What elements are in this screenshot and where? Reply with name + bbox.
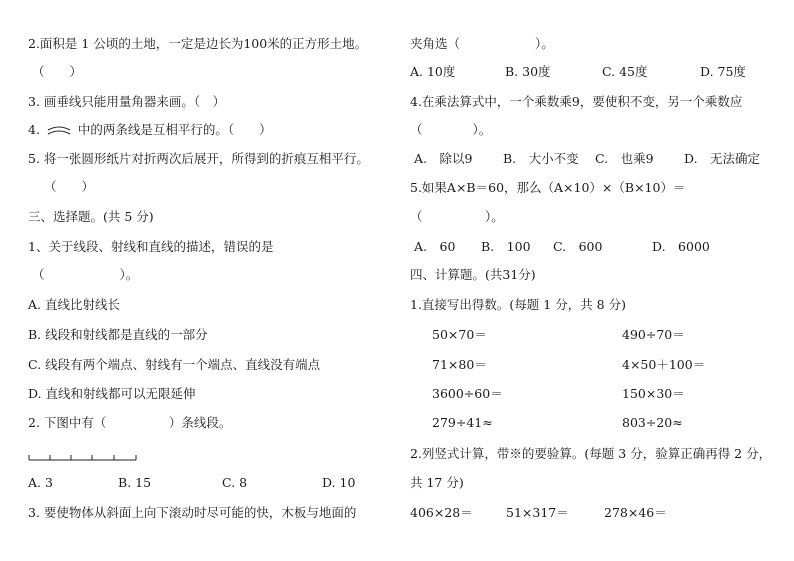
calc-part1-title: 1.直接写出得数。(每题 1 分，共 8 分) <box>410 297 626 312</box>
vertical-calc-item: 51×317＝ <box>506 505 569 520</box>
calc-item: 4×50＋100＝ <box>622 357 706 372</box>
calc-item: 3600÷60＝ <box>432 386 503 401</box>
section-choice-heading: 三、选择题。(共 5 分) <box>28 209 154 224</box>
choice-q1-option-c: C. 线段有两个端点、射线有一个端点、直线没有端点 <box>28 357 321 372</box>
choice-q3-option-b: B. 30度 <box>505 64 551 79</box>
choice-q4-answer-paren[interactable]: （ ）。 <box>410 122 492 137</box>
judge-q3: 3. 画垂线只能用量角器来画。（ ） <box>28 94 226 109</box>
section-calc-heading: 四、计算题。(共31分) <box>410 267 536 282</box>
choice-q4-option-c: C. 也乘9 <box>595 151 654 166</box>
choice-q3-option-c: C. 45度 <box>602 64 648 79</box>
choice-q4-option-b: B. 大小不变 <box>503 151 579 166</box>
choice-q5-option-b: B. 100 <box>481 239 531 254</box>
choice-q5-option-a: A. 60 <box>414 239 456 254</box>
choice-q2-option-b: B. 15 <box>118 475 152 490</box>
judge-q5: 5. 将一张圆形纸片对折两次后展开，所得到的折痕互相平行。 <box>28 151 369 166</box>
choice-q1: 1、关于线段、射线和直线的描述，错误的是 <box>28 239 274 254</box>
judge-q4-text: 中的两条线是互相平行的。（ ） <box>77 122 272 137</box>
choice-q5-option-d: D. 6000 <box>652 239 710 254</box>
calc-item: 279÷41≈ <box>432 415 493 430</box>
choice-q2-option-c: C. 8 <box>222 475 248 490</box>
parallel-curves-icon <box>46 125 72 137</box>
judge-q5-answer-paren[interactable]: （ ） <box>44 179 95 194</box>
judge-q4-number: 4. <box>28 122 40 137</box>
choice-q4: 4.在乘法算式中，一个乘数乘9，要使积不变，另一个乘数应 <box>410 94 743 109</box>
choice-q1-option-b: B. 线段和射线都是直线的一部分 <box>28 327 208 342</box>
vertical-calc-item: 406×28＝ <box>410 505 473 520</box>
judge-q4 <box>28 122 272 138</box>
vertical-calc-item: 278×46＝ <box>604 505 667 520</box>
calc-item: 490÷70＝ <box>622 327 685 342</box>
choice-q2-option-a: A. 3 <box>28 475 53 490</box>
choice-q5: 5.如果A×B＝60，那么（A×10）×（B×10）＝ <box>410 180 686 195</box>
choice-q3-continued: 夹角选（ ）。 <box>410 36 554 51</box>
segment-figure <box>28 453 138 463</box>
judge-q2-answer-paren[interactable]: （ ） <box>32 64 83 79</box>
choice-q5-option-c: C. 600 <box>553 239 603 254</box>
choice-q1-answer-paren[interactable]: （ ）。 <box>32 267 139 282</box>
choice-q4-option-a: A. 除以9 <box>414 151 473 166</box>
choice-q3-option-d: D. 75度 <box>700 64 746 79</box>
calc-part2-title-continued: 共 17 分) <box>410 475 464 490</box>
judge-q2: 2.面积是 1 公顷的土地，一定是边长为100米的正方形土地。 <box>28 36 368 51</box>
choice-q3: 3. 要使物体从斜面上向下滚动时尽可能的快，木板与地面的 <box>28 505 357 520</box>
calc-part2-title: 2.列竖式计算，带※的要验算。(每题 3 分，验算正确再得 2 分， <box>410 446 772 461</box>
calc-item: 803÷20≈ <box>622 415 683 430</box>
choice-q5-answer-paren[interactable]: （ ）。 <box>410 209 504 224</box>
calc-item: 150×30＝ <box>622 386 685 401</box>
choice-q2-option-d: D. 10 <box>322 475 356 490</box>
calc-item: 50×70＝ <box>432 327 487 342</box>
choice-q2: 2. 下图中有（ ）条线段。 <box>28 415 232 430</box>
choice-q1-option-d: D. 直线和射线都可以无限延伸 <box>28 386 196 401</box>
calc-item: 71×80＝ <box>432 357 487 372</box>
choice-q3-option-a: A. 10度 <box>410 64 456 79</box>
choice-q1-option-a: A. 直线比射线长 <box>28 297 120 312</box>
choice-q4-option-d: D. 无法确定 <box>684 151 761 166</box>
